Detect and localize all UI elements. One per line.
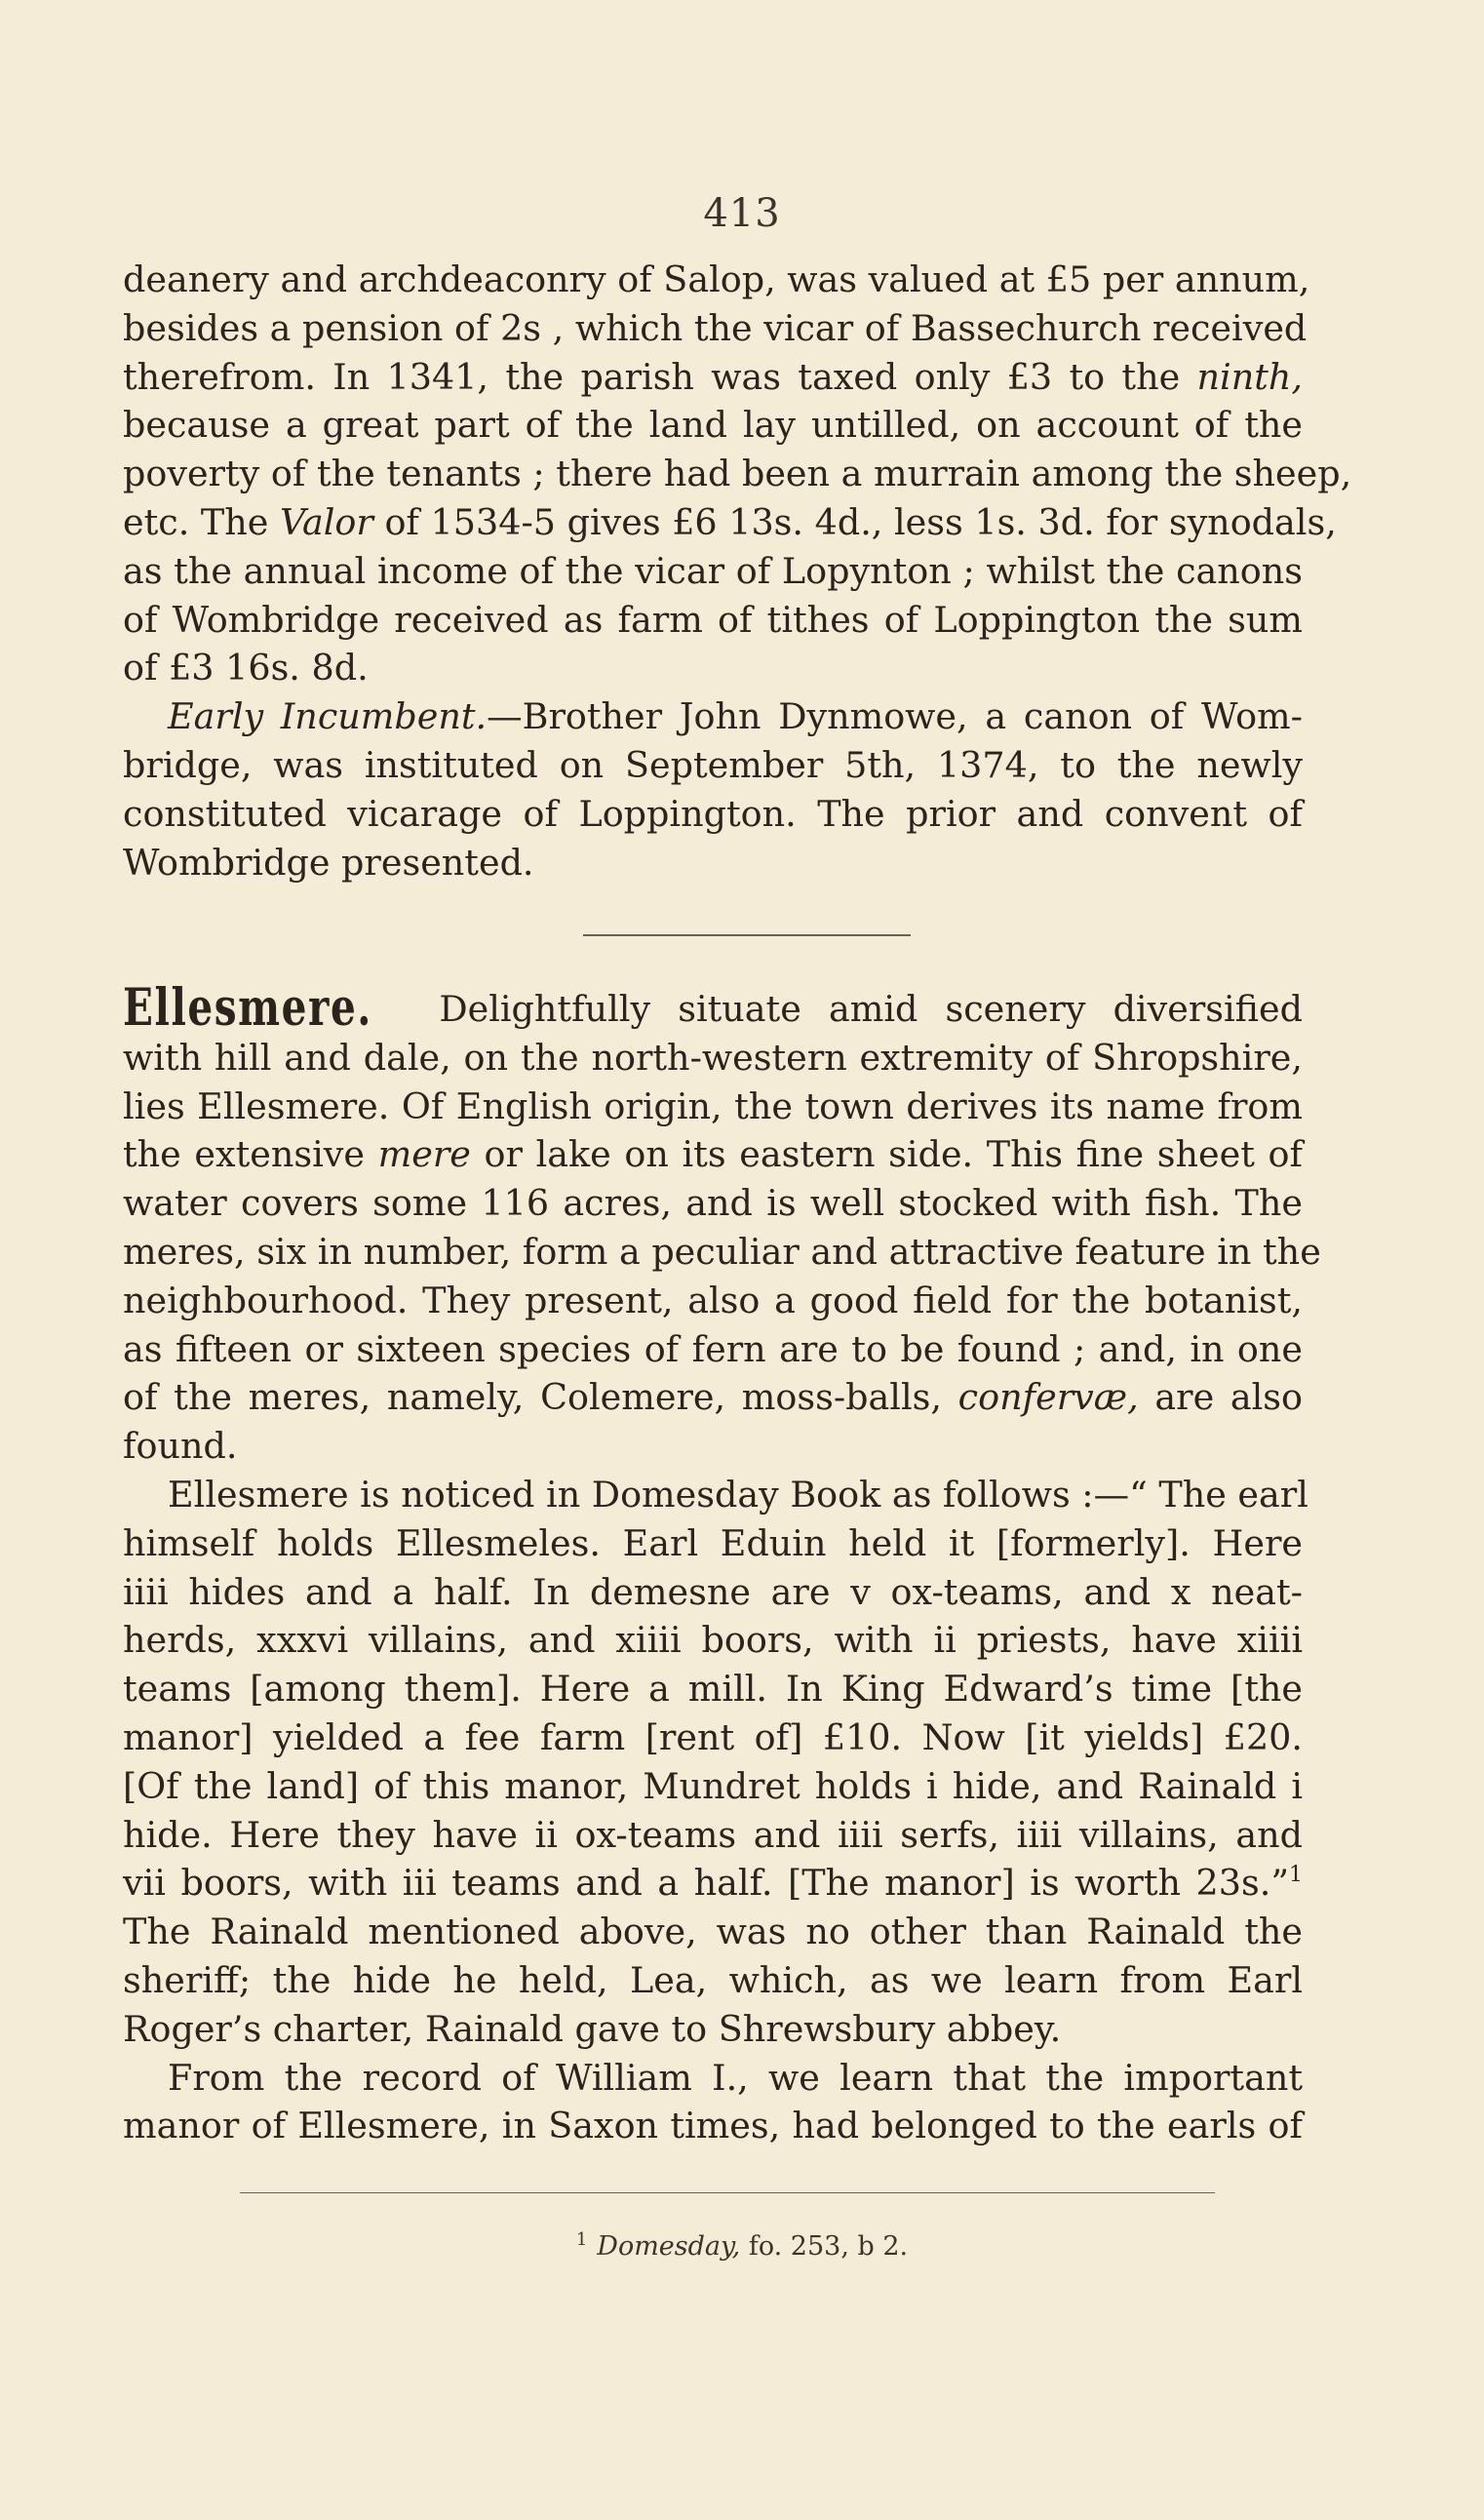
heading-line-rest: Delightfully situate amid scenery diversified	[439, 988, 1303, 1030]
text-line: as the annual income of the vicar of Lopynton ; whilst the canons	[123, 549, 1303, 592]
text-line: manor of Ellesmere, in Saxon times, had belonged to the earls of	[123, 2105, 1303, 2147]
text-line: neighbourhood. They present, also a good field for the botanist,	[123, 1279, 1303, 1321]
text-line: [Of the land] of this manor, Mundret holds i hide, and Rainald i	[123, 1764, 1303, 1807]
text-line: the extensive mere or lake on its eastern side. This fine sheet of	[123, 1133, 1303, 1176]
text-line: with hill and dale, on the north-western extremity of Shropshire,	[123, 1036, 1303, 1079]
text-line: because a great part of the land lay untilled, on account of the	[123, 404, 1303, 447]
text-line	[123, 978, 1303, 1038]
text-line: deanery and archdeaconry of Salop, was valued at £5 per annum,	[123, 258, 1310, 300]
text-line: Wombridge presented.	[123, 841, 534, 884]
footnote-reference: 1	[1289, 1863, 1303, 1888]
italic-text: mere	[377, 1133, 471, 1176]
text-line: teams [among them]. Here a mill. In King Edward’s time [the	[123, 1668, 1303, 1711]
italic-text: ninth,	[1196, 355, 1303, 398]
italic-text: Early Incumbent.	[168, 695, 488, 738]
text-line: Early Incumbent.—Brother John Dynmowe, a canon of Wom-	[168, 695, 1303, 738]
text-line: From the record of William I., we learn that the important	[168, 2056, 1303, 2099]
text-line: bridge, was instituted on September 5th, 1374, to the newly	[123, 743, 1303, 786]
text-line: hide. Here they have ii ox-teams and iiii serfs, iiii villains, and	[123, 1813, 1303, 1856]
footnote	[0, 2229, 1484, 2262]
text-line: manor] yielded a fee farm [rent of] £10. Now [it yields] £20.	[123, 1715, 1303, 1758]
paragraph-loppington	[123, 256, 1352, 886]
text-line: herds, xxxvi villains, and xiiii boors, with ii priests, have xiiii	[123, 1619, 1303, 1662]
text-line: himself holds Ellesmeles. Earl Eduin held it [formerly]. Here	[123, 1521, 1303, 1564]
text-line: of the meres, namely, Colemere, moss-balls, confervæ, are also	[123, 1376, 1303, 1419]
text-line: Roger’s charter, Rainald gave to Shrewsbury abbey.	[123, 2007, 1062, 2050]
italic-text: confervæ,	[957, 1376, 1139, 1419]
italic-text: Valor	[279, 500, 373, 543]
text-line: The Rainald mentioned above, was no other than Rainald the	[123, 1910, 1303, 1953]
text-line: therefrom. In 1341, the parish was taxed only £3 to the ninth,	[123, 355, 1303, 398]
text-line: sheriff; the hide he held, Lea, which, as we learn from Earl	[123, 1958, 1303, 2001]
text-line: poverty of the tenants ; there had been a murrain among the sheep,	[123, 453, 1352, 495]
text-line: etc. The Valor of 1534-5 gives £6 13s. 4d., less 1s. 3d. for synodals,	[123, 500, 1337, 543]
text-line: vii boors, with iii teams and a half. [The manor] is worth 23s.”$^1$	[123, 1862, 1303, 1905]
footnote-source: Domesday,	[597, 2231, 741, 2262]
text-line: Ellesmere is noticed in Domesday Book as follows :—“ The earl	[168, 1473, 1308, 1516]
paragraph-ellesmere	[123, 978, 1321, 2150]
section-divider	[583, 934, 911, 936]
footnote-rest: fo. 253, b 2.	[740, 2231, 909, 2262]
text-line: iiii hides and a half. In demesne are v ox-teams, and x neat-	[123, 1570, 1303, 1613]
text-line: of Wombridge received as farm of tithes of Loppington the sum	[123, 598, 1303, 641]
text-line: besides a pension of 2s , which the vicar of Bassechurch received	[123, 306, 1308, 349]
footnote-rule	[240, 2192, 1215, 2193]
text-line: constituted vicarage of Loppington. The prior and convent of	[123, 792, 1303, 835]
text-line: meres, six in number, form a peculiar and attractive feature in the	[123, 1230, 1321, 1273]
text-line: lies Ellesmere. Of English origin, the town derives its name from	[123, 1084, 1303, 1127]
page-number: 413	[703, 191, 781, 236]
footnote-marker: 1	[575, 2229, 588, 2250]
text-line: as fifteen or sixteen species of fern are to be found ; and, in one	[123, 1327, 1303, 1370]
text-line: found.	[123, 1425, 238, 1468]
section-heading: Ellesmere.	[123, 978, 372, 1038]
text-line: water covers some 116 acres, and is well stocked with fish. The	[123, 1182, 1303, 1225]
text-line: of £3 16s. 8d.	[123, 647, 369, 689]
